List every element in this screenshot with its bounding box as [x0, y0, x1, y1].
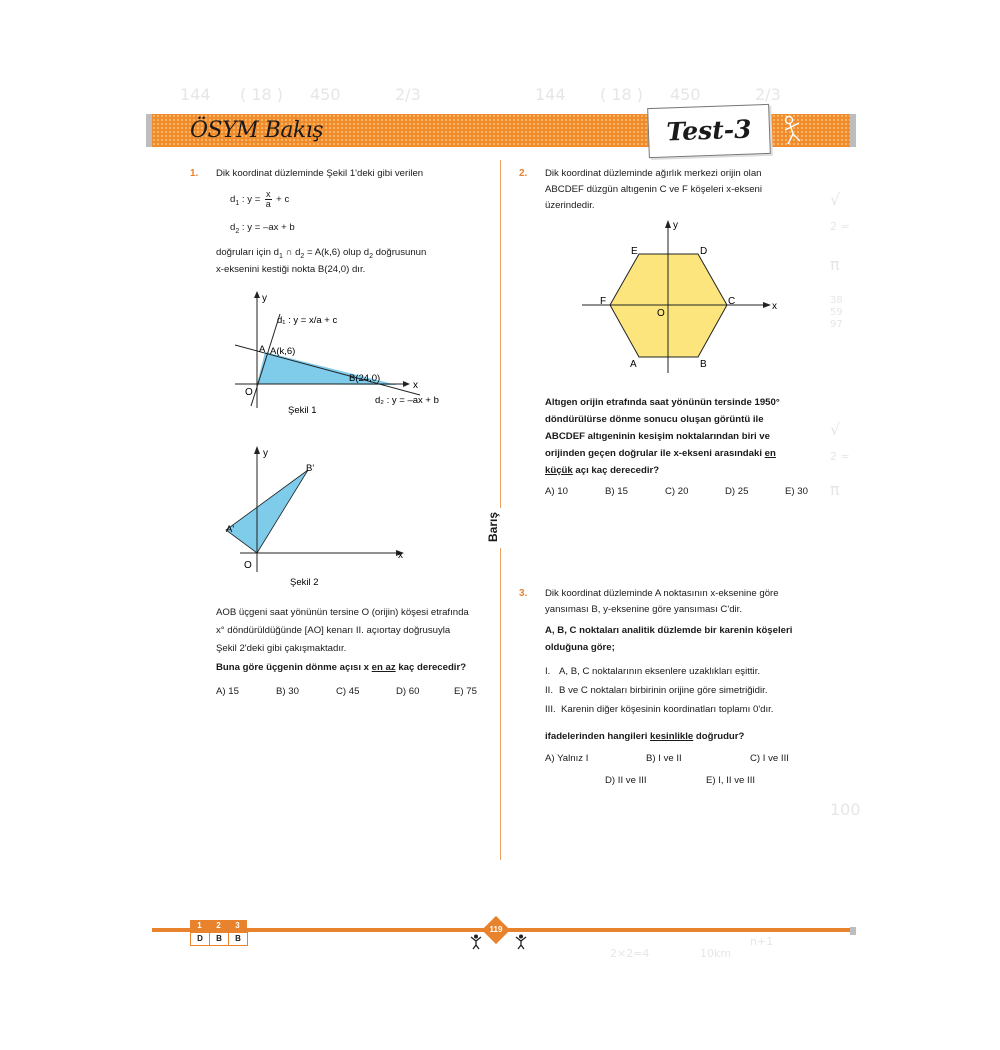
- text-part: = A(k,6) olup d: [304, 247, 370, 258]
- statement-num: I.: [545, 666, 551, 677]
- option-d[interactable]: D) 60: [396, 686, 420, 697]
- figure-caption: Şekil 1: [288, 405, 317, 416]
- q3-line2: yansıması B, y-eksenine göre yansıması C'dir.: [545, 604, 742, 615]
- page-edge-tab: [850, 927, 856, 935]
- doodle: 2/3: [395, 85, 421, 104]
- q2-question-line2: döndürülürse dönme sonucu oluşan görüntü ile: [545, 414, 764, 425]
- eq-sub: 2: [369, 252, 374, 260]
- answer-number: 2: [216, 921, 221, 930]
- q1-d1-equation: [230, 190, 289, 209]
- q2-question-line5: [545, 465, 659, 476]
- underlined-text: en az: [371, 662, 396, 673]
- doodle: π: [830, 480, 840, 499]
- text-part: Buna göre üçgenin dönme açısı x: [216, 662, 372, 673]
- axis-x-label: x: [413, 380, 418, 391]
- test-label-box: [647, 104, 771, 158]
- option-c[interactable]: C) I ve III: [750, 753, 789, 764]
- vertex-a-label: A: [630, 359, 637, 370]
- eq-part: : y = –ax + b: [241, 222, 295, 233]
- text-part: açı kaç derecedir?: [572, 465, 660, 476]
- axis-x-label: x: [772, 301, 777, 312]
- vertex-e-label: E: [631, 246, 638, 257]
- answer-value: D: [190, 932, 210, 946]
- question-number: 2.: [519, 168, 528, 179]
- option-e[interactable]: E) 75: [454, 686, 477, 697]
- doodle: ( 18 ): [240, 85, 284, 104]
- side-label-text: Barış: [486, 511, 501, 543]
- doodle: 450: [670, 85, 701, 104]
- q3-bold-line2: olduğuna göre;: [545, 642, 615, 653]
- option-a[interactable]: A) Yalnız I: [545, 753, 589, 764]
- option-b[interactable]: B) 30: [276, 686, 299, 697]
- answer-number: 3: [235, 921, 240, 930]
- option-d[interactable]: D) II ve III: [605, 775, 647, 786]
- axis-x-label: x: [398, 550, 403, 561]
- doodle: 2×2=4: [610, 947, 650, 960]
- question-number: 3.: [519, 588, 528, 599]
- point-a-prime-label: A': [226, 524, 235, 535]
- text-part: orijinden geçen doğrular ile x-ekseni arasındaki: [545, 448, 765, 459]
- vertex-f-label: F: [600, 296, 607, 307]
- q2-question-line4: [545, 448, 776, 459]
- doodle: 2/3: [755, 85, 781, 104]
- eq-part: d: [230, 222, 236, 233]
- q1-d2-equation: [230, 222, 295, 235]
- option-e[interactable]: E) 30: [785, 486, 808, 497]
- q3-options: [545, 753, 815, 793]
- rotated-triangle: [226, 470, 308, 553]
- origin-label: O: [244, 560, 252, 571]
- text-part: doğrudur?: [693, 731, 745, 742]
- option-e[interactable]: E) I, II ve III: [706, 775, 756, 786]
- q1-body-line3: Şekil 2'deki gibi çakışmaktadır.: [216, 643, 347, 654]
- d2-label: d₂ : y = –ax + b: [375, 395, 439, 406]
- origin-label: O: [657, 308, 665, 319]
- statement-text: Karenin diğer köşesinin koordinatları toplamı 0'dır.: [561, 704, 774, 715]
- point-b-prime-label: B': [306, 463, 315, 474]
- text-part: doğruları için d: [216, 247, 279, 258]
- doodle: 144: [535, 85, 566, 104]
- fraction: [265, 190, 272, 209]
- doodle: √: [830, 420, 841, 439]
- figure-1: [225, 288, 465, 418]
- option-d[interactable]: D) 25: [725, 486, 749, 497]
- eq-part: + c: [276, 194, 290, 206]
- frac-den: a: [265, 199, 271, 209]
- answer-value: B: [228, 932, 248, 946]
- q2-question-line1: Altıgen orijin etrafında saat yönünün tersinde 1950°: [545, 397, 780, 408]
- option-b[interactable]: B) I ve II: [646, 753, 682, 764]
- frac-num: x: [266, 189, 271, 199]
- option-a[interactable]: A) 10: [545, 486, 568, 497]
- doodle: n+1: [750, 935, 774, 948]
- option-c[interactable]: C) 20: [665, 486, 689, 497]
- text-part: doğrusunun: [373, 247, 427, 258]
- test-label: Test-3: [665, 114, 752, 147]
- q2-line2: ABCDEF düzgün altıgenin C ve F köşeleri x-ekseni: [545, 184, 763, 195]
- doodle: 38: [830, 295, 843, 306]
- page-number: 119: [489, 925, 503, 934]
- doodle: 450: [310, 85, 341, 104]
- axis-y-label: y: [673, 220, 678, 231]
- option-c[interactable]: C) 45: [336, 686, 360, 697]
- q1-condition-line2: x-eksenini kestiği nokta B(24,0) dır.: [216, 264, 366, 275]
- underlined-text: en: [764, 448, 776, 459]
- q3-question: [545, 731, 744, 742]
- point-a-coord: A(k,6): [270, 346, 296, 357]
- doodle: 2 =: [830, 220, 850, 233]
- statement-num: III.: [545, 704, 556, 715]
- q3-line1: Dik koordinat düzleminde A noktasının x-eksenine göre: [545, 588, 779, 599]
- underlined-text: küçük: [545, 465, 573, 476]
- page-edge-tab: [850, 114, 856, 147]
- side-label: [484, 508, 516, 548]
- eq-sub: 2: [300, 252, 305, 260]
- answer-key-row: [190, 932, 247, 945]
- doodle: ( 18 ): [600, 85, 644, 104]
- doodle: 100: [830, 800, 861, 819]
- statement-3: [545, 704, 773, 715]
- figure-caption: Şekil 2: [290, 577, 319, 588]
- doodle: √: [830, 190, 841, 209]
- stick-figure-icon: [470, 934, 482, 950]
- statement-text: B ve C noktaları birbirinin orijine göre simetriğidir.: [559, 685, 768, 696]
- doodle: 2 =: [830, 450, 850, 463]
- brand-title: ÖSYM Bakış: [190, 118, 324, 143]
- statement-text: A, B, C noktalarının eksenlere uzaklıkları eşittir.: [559, 666, 761, 677]
- hexagon-figure: [570, 215, 790, 375]
- origin-label: O: [245, 387, 253, 398]
- q2-line3: üzerindedir.: [545, 200, 595, 211]
- q1-body-line2: x° döndürüldüğünde [AO] kenarı II. açıortay doğrusuyla: [216, 625, 451, 636]
- eq-sub: 1: [278, 252, 283, 260]
- text-part: ∩ d: [282, 247, 301, 258]
- eq-sub: 1: [235, 199, 240, 207]
- eq-part: d: [230, 194, 236, 206]
- doodle: 10km: [700, 947, 732, 960]
- point-a-label: A: [259, 344, 266, 355]
- stick-figure-icon: [515, 934, 527, 950]
- doodle: π: [830, 255, 840, 274]
- q1-question: [216, 662, 466, 673]
- underlined-text: kesinlikle: [650, 731, 694, 742]
- statement-1: [545, 666, 760, 677]
- figure-2: [220, 440, 410, 590]
- doodle: 59: [830, 307, 843, 318]
- q2-line1: Dik koordinat düzleminde ağırlık merkezi orijin olan: [545, 168, 762, 179]
- statement-2: [545, 685, 767, 696]
- answer-number: 1: [197, 921, 202, 930]
- text-part: ifadelerinden hangileri: [545, 731, 651, 742]
- q3-bold-line1: A, B, C noktaları analitik düzlemde bir karenin köşeleri: [545, 625, 793, 636]
- d1-label: d₁ : y = x/a + c: [277, 315, 338, 326]
- doodle: 97: [830, 319, 843, 330]
- vertex-b-label: B: [700, 359, 707, 370]
- axis-y-label: y: [263, 448, 268, 459]
- question-number: 1.: [190, 168, 199, 179]
- eq-sub: 2: [235, 227, 240, 235]
- answer-value: B: [209, 932, 229, 946]
- doodle: 144: [180, 85, 211, 104]
- eq-part: : y =: [241, 194, 261, 206]
- stick-figure-icon: [782, 114, 804, 147]
- vertex-d-label: D: [700, 246, 708, 257]
- q1-intro: Dik koordinat düzleminde Şekil 1'deki gibi verilen: [216, 168, 424, 179]
- q1-body-line1: AOB üçgeni saat yönünün tersine O (orijin) köşesi etrafında: [216, 607, 469, 618]
- statement-num: II.: [545, 685, 553, 696]
- answer-key-header: [190, 920, 247, 932]
- option-b[interactable]: B) 15: [605, 486, 628, 497]
- q1-condition-line1: [216, 247, 426, 260]
- vertex-c-label: C: [728, 296, 736, 307]
- text-part: kaç derecedir?: [395, 662, 467, 673]
- point-b-coord: B(24,0): [349, 373, 381, 384]
- q2-question-line3: ABCDEF altıgeninin kesişim noktalarından biri ve: [545, 431, 770, 442]
- axis-y-label: y: [262, 293, 267, 304]
- option-a[interactable]: A) 15: [216, 686, 239, 697]
